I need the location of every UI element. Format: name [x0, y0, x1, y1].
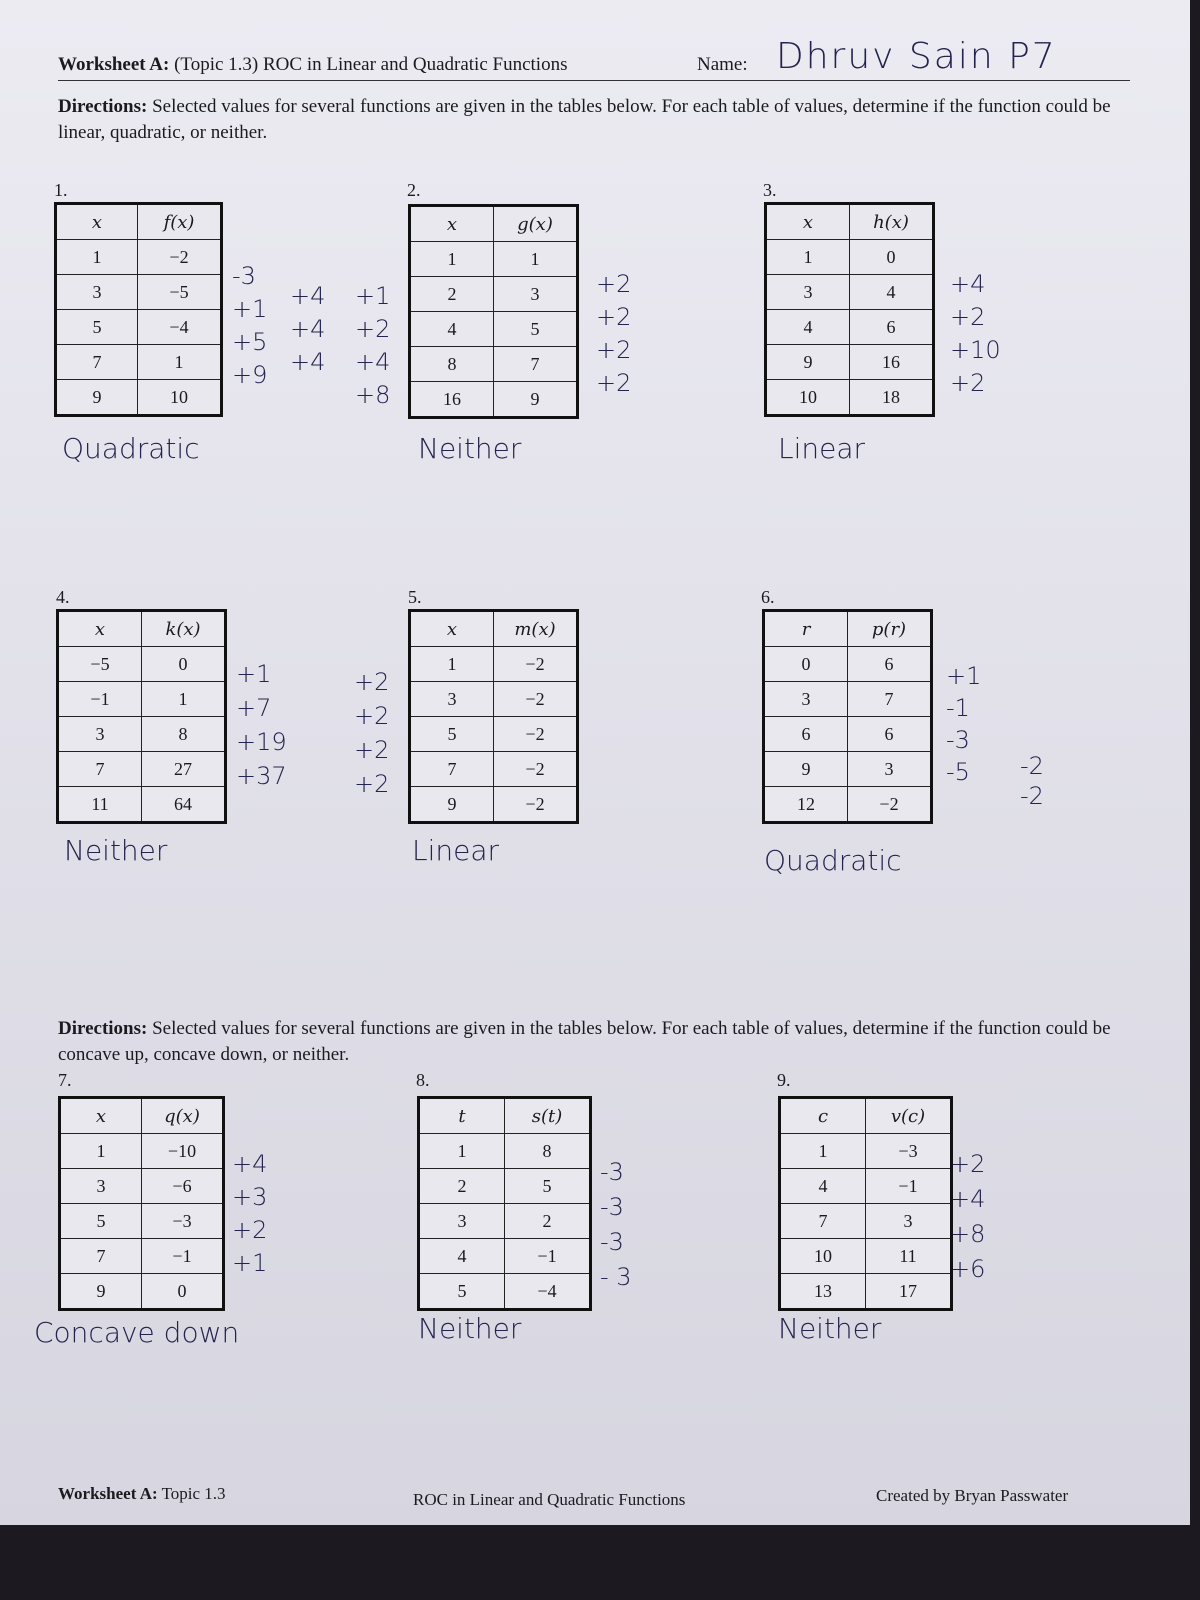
input-column-header: x	[410, 611, 494, 647]
handwritten-difference: +2	[596, 303, 632, 331]
handwritten-answer: Linear	[412, 834, 500, 867]
table-row	[419, 1274, 591, 1310]
handwritten-input-difference: +2	[354, 668, 390, 696]
handwritten-answer: Neither	[418, 1312, 522, 1345]
input-cell: 3	[764, 682, 848, 717]
input-column-header: x	[56, 204, 138, 240]
output-cell: −3	[866, 1134, 952, 1169]
input-cell: −5	[58, 647, 142, 682]
header-rule	[58, 80, 1130, 81]
table-row	[764, 717, 932, 752]
handwritten-difference: +2	[596, 336, 632, 364]
input-cell: 16	[410, 382, 494, 418]
handwritten-difference: +10	[950, 336, 1001, 364]
table-row	[766, 310, 934, 345]
values-table	[417, 1096, 592, 1311]
table-row	[766, 345, 934, 380]
table-row	[410, 312, 578, 347]
output-cell: 27	[142, 752, 226, 787]
output-cell: 8	[142, 717, 226, 752]
output-column-header: p(r)	[848, 611, 932, 647]
input-cell: 5	[410, 717, 494, 752]
input-cell: 10	[780, 1239, 866, 1274]
table-row	[410, 787, 578, 823]
output-cell: −1	[505, 1239, 591, 1274]
student-name: Dhruv Sain P7	[776, 36, 1057, 77]
input-cell: 1	[780, 1134, 866, 1169]
handwritten-answer: Quadratic	[62, 432, 200, 465]
output-cell: 2	[505, 1204, 591, 1239]
handwritten-difference: +8	[950, 1220, 986, 1248]
output-cell: 0	[850, 240, 934, 275]
input-cell: 9	[56, 380, 138, 416]
output-cell: 64	[142, 787, 226, 823]
table-row	[419, 1204, 591, 1239]
table-row	[766, 380, 934, 416]
table-row	[780, 1134, 952, 1169]
handwritten-answer: Concave down	[34, 1316, 240, 1349]
handwritten-difference: +2	[950, 1150, 986, 1178]
handwritten-second-difference: -2	[1020, 752, 1044, 780]
handwritten-difference: +9	[232, 361, 268, 389]
handwritten-difference: -3	[600, 1193, 624, 1221]
table-row	[56, 310, 222, 345]
input-cell: 10	[766, 380, 850, 416]
input-cell: 4	[766, 310, 850, 345]
handwritten-difference: -3	[600, 1228, 624, 1256]
output-column-header: g(x)	[494, 206, 578, 242]
output-cell: 7	[848, 682, 932, 717]
handwritten-difference: +5	[232, 328, 268, 356]
input-cell: 4	[410, 312, 494, 347]
handwritten-difference: +2	[596, 270, 632, 298]
input-column-header: c	[780, 1098, 866, 1134]
handwritten-difference: +4	[950, 270, 986, 298]
problem-number: 1.	[54, 180, 68, 200]
output-cell: 6	[850, 310, 934, 345]
output-cell: 4	[850, 275, 934, 310]
handwritten-input-difference: +4	[355, 348, 391, 376]
handwritten-difference: +2	[232, 1216, 268, 1244]
input-cell: 7	[60, 1239, 142, 1274]
problem-number: 8.	[416, 1070, 430, 1090]
handwritten-difference: +2	[950, 369, 986, 397]
output-cell: 3	[848, 752, 932, 787]
input-cell: 1	[410, 647, 494, 682]
output-cell: −2	[494, 787, 578, 823]
input-cell: 7	[56, 345, 138, 380]
handwritten-difference: - 3	[600, 1263, 632, 1291]
handwritten-difference: -3	[946, 726, 970, 754]
input-cell: 3	[766, 275, 850, 310]
input-cell: 3	[58, 717, 142, 752]
values-table	[408, 204, 579, 419]
output-cell: 8	[505, 1134, 591, 1169]
input-cell: 3	[56, 275, 138, 310]
handwritten-second-difference: +4	[290, 315, 326, 343]
handwritten-difference: +3	[232, 1183, 268, 1211]
problem-number: 3.	[763, 180, 777, 200]
table-row	[60, 1239, 224, 1274]
handwritten-answer: Neither	[64, 834, 168, 867]
input-cell: 7	[410, 752, 494, 787]
input-column-header: t	[419, 1098, 505, 1134]
input-column-header: r	[764, 611, 848, 647]
output-column-header: k(x)	[142, 611, 226, 647]
table-row	[764, 682, 932, 717]
table-row	[410, 277, 578, 312]
output-cell: −1	[142, 1239, 224, 1274]
handwritten-answer: Neither	[778, 1312, 882, 1345]
output-cell: 11	[866, 1239, 952, 1274]
input-cell: 9	[60, 1274, 142, 1310]
output-cell: −2	[494, 682, 578, 717]
handwritten-difference: -5	[946, 758, 970, 786]
table-row	[410, 647, 578, 682]
table-row	[419, 1239, 591, 1274]
problem-number: 2.	[407, 180, 421, 200]
output-cell: 16	[850, 345, 934, 380]
table-row	[60, 1169, 224, 1204]
handwritten-difference: +7	[236, 694, 272, 722]
output-column-header: h(x)	[850, 204, 934, 240]
table-row	[764, 752, 932, 787]
handwritten-input-difference: +1	[355, 282, 391, 310]
directions-linear-quadratic: Directions: Selected values for several functions are given in the tables below. For each table of values, determine if the function could be linear, quadratic, or neither.	[58, 96, 1111, 143]
input-cell: 9	[410, 787, 494, 823]
output-cell: 5	[505, 1169, 591, 1204]
worksheet-title: Worksheet A: (Topic 1.3) ROC in Linear and Quadratic Functions	[58, 54, 568, 75]
handwritten-difference: -3	[600, 1158, 624, 1186]
input-cell: 1	[60, 1134, 142, 1169]
input-cell: 11	[58, 787, 142, 823]
input-column-header: x	[766, 204, 850, 240]
output-cell: 18	[850, 380, 934, 416]
problem-number: 4.	[56, 587, 70, 607]
handwritten-difference: +4	[950, 1185, 986, 1213]
output-cell: 1	[138, 345, 222, 380]
output-cell: 5	[494, 312, 578, 347]
table-row	[58, 717, 226, 752]
handwritten-answer: Neither	[418, 432, 522, 465]
input-cell: 1	[56, 240, 138, 275]
table-row	[780, 1239, 952, 1274]
output-cell: 3	[494, 277, 578, 312]
input-cell: 3	[419, 1204, 505, 1239]
table-row	[419, 1169, 591, 1204]
handwritten-second-difference: +4	[290, 282, 326, 310]
input-cell: 8	[410, 347, 494, 382]
input-cell: 3	[410, 682, 494, 717]
handwritten-input-difference: +2	[354, 736, 390, 764]
input-cell: 0	[764, 647, 848, 682]
values-table	[54, 202, 223, 417]
problem-number: 9.	[777, 1070, 791, 1090]
table-row	[780, 1169, 952, 1204]
output-cell: 10	[138, 380, 222, 416]
input-column-header: x	[58, 611, 142, 647]
output-cell: −1	[866, 1169, 952, 1204]
output-cell: 0	[142, 647, 226, 682]
values-table	[778, 1096, 953, 1311]
input-cell: 9	[764, 752, 848, 787]
input-cell: 7	[780, 1204, 866, 1239]
table-row	[410, 682, 578, 717]
output-cell: −2	[494, 752, 578, 787]
input-cell: 5	[60, 1204, 142, 1239]
table-row	[410, 242, 578, 277]
handwritten-difference: -3	[232, 262, 256, 290]
output-cell: −10	[142, 1134, 224, 1169]
problem-number: 6.	[761, 587, 775, 607]
input-cell: 9	[766, 345, 850, 380]
problem-number: 7.	[58, 1070, 72, 1090]
table-row	[56, 345, 222, 380]
table-row	[60, 1274, 224, 1310]
table-row	[419, 1134, 591, 1169]
table-row	[766, 240, 934, 275]
table-row	[764, 787, 932, 823]
table-row	[56, 380, 222, 416]
input-cell: 2	[419, 1169, 505, 1204]
footer-left: Worksheet A: Topic 1.3	[58, 1484, 226, 1503]
input-cell: 13	[780, 1274, 866, 1310]
input-cell: 5	[56, 310, 138, 345]
footer-right: Created by Bryan Passwater	[876, 1486, 1069, 1505]
input-cell: 12	[764, 787, 848, 823]
table-row	[764, 647, 932, 682]
output-cell: 7	[494, 347, 578, 382]
table-row	[780, 1204, 952, 1239]
footer-center: ROC in Linear and Quadratic Functions	[413, 1490, 686, 1509]
output-cell: −6	[142, 1169, 224, 1204]
output-column-header: f(x)	[138, 204, 222, 240]
handwritten-answer: Quadratic	[764, 844, 902, 877]
output-cell: −3	[142, 1204, 224, 1239]
output-cell: 6	[848, 717, 932, 752]
problem-number: 5.	[408, 587, 422, 607]
output-cell: 3	[866, 1204, 952, 1239]
input-cell: −1	[58, 682, 142, 717]
handwritten-second-difference: +4	[290, 348, 326, 376]
handwritten-difference: +4	[232, 1150, 268, 1178]
values-table	[762, 609, 933, 824]
handwritten-input-difference: +2	[354, 770, 390, 798]
input-cell: 6	[764, 717, 848, 752]
table-row	[58, 682, 226, 717]
output-cell: −2	[848, 787, 932, 823]
table-row	[60, 1134, 224, 1169]
input-cell: 1	[410, 242, 494, 277]
handwritten-difference: -1	[946, 694, 970, 722]
input-cell: 1	[419, 1134, 505, 1169]
table-row	[410, 382, 578, 418]
handwritten-input-difference: +2	[354, 702, 390, 730]
output-cell: 17	[866, 1274, 952, 1310]
input-cell: 5	[419, 1274, 505, 1310]
handwritten-answer: Linear	[778, 432, 866, 465]
table-row	[56, 275, 222, 310]
output-column-header: v(c)	[866, 1098, 952, 1134]
handwritten-difference: +1	[236, 660, 272, 688]
handwritten-difference: +37	[236, 762, 287, 790]
output-cell: −2	[138, 240, 222, 275]
table-row	[410, 717, 578, 752]
handwritten-difference: +1	[232, 1249, 268, 1277]
input-cell: 1	[766, 240, 850, 275]
handwritten-difference: +1	[946, 662, 982, 690]
input-column-header: x	[410, 206, 494, 242]
table-row	[60, 1204, 224, 1239]
table-row	[780, 1274, 952, 1310]
handwritten-difference: +2	[596, 369, 632, 397]
output-cell: −4	[138, 310, 222, 345]
values-table	[56, 609, 227, 824]
output-cell: −2	[494, 717, 578, 752]
output-cell: −5	[138, 275, 222, 310]
handwritten-difference: +19	[236, 728, 287, 756]
output-column-header: s(t)	[505, 1098, 591, 1134]
handwritten-difference: +6	[950, 1255, 986, 1283]
input-cell: 4	[780, 1169, 866, 1204]
name-label: Name:	[697, 54, 748, 75]
table-row	[410, 752, 578, 787]
output-cell: 1	[142, 682, 226, 717]
handwritten-input-difference: +8	[355, 381, 391, 409]
table-row	[410, 347, 578, 382]
table-row	[58, 787, 226, 823]
directions-concavity: Directions: Selected values for several functions are given in the tables below. For each table of values, determine if the function could be concave up, concave down, or neither.	[58, 1018, 1111, 1065]
table-row	[58, 647, 226, 682]
input-column-header: x	[60, 1098, 142, 1134]
output-cell: 9	[494, 382, 578, 418]
output-cell: 0	[142, 1274, 224, 1310]
values-table	[764, 202, 935, 417]
output-cell: −4	[505, 1274, 591, 1310]
table-row	[766, 275, 934, 310]
table-row	[58, 752, 226, 787]
output-cell: 6	[848, 647, 932, 682]
table-row	[56, 240, 222, 275]
values-table	[58, 1096, 225, 1311]
handwritten-difference: +2	[950, 303, 986, 331]
input-cell: 3	[60, 1169, 142, 1204]
output-cell: −2	[494, 647, 578, 682]
handwritten-difference: +1	[232, 295, 268, 323]
handwritten-input-difference: +2	[355, 315, 391, 343]
output-column-header: m(x)	[494, 611, 578, 647]
input-cell: 2	[410, 277, 494, 312]
output-cell: 1	[494, 242, 578, 277]
values-table	[408, 609, 579, 824]
input-cell: 7	[58, 752, 142, 787]
handwritten-second-difference: -2	[1020, 782, 1044, 810]
output-column-header: q(x)	[142, 1098, 224, 1134]
input-cell: 4	[419, 1239, 505, 1274]
